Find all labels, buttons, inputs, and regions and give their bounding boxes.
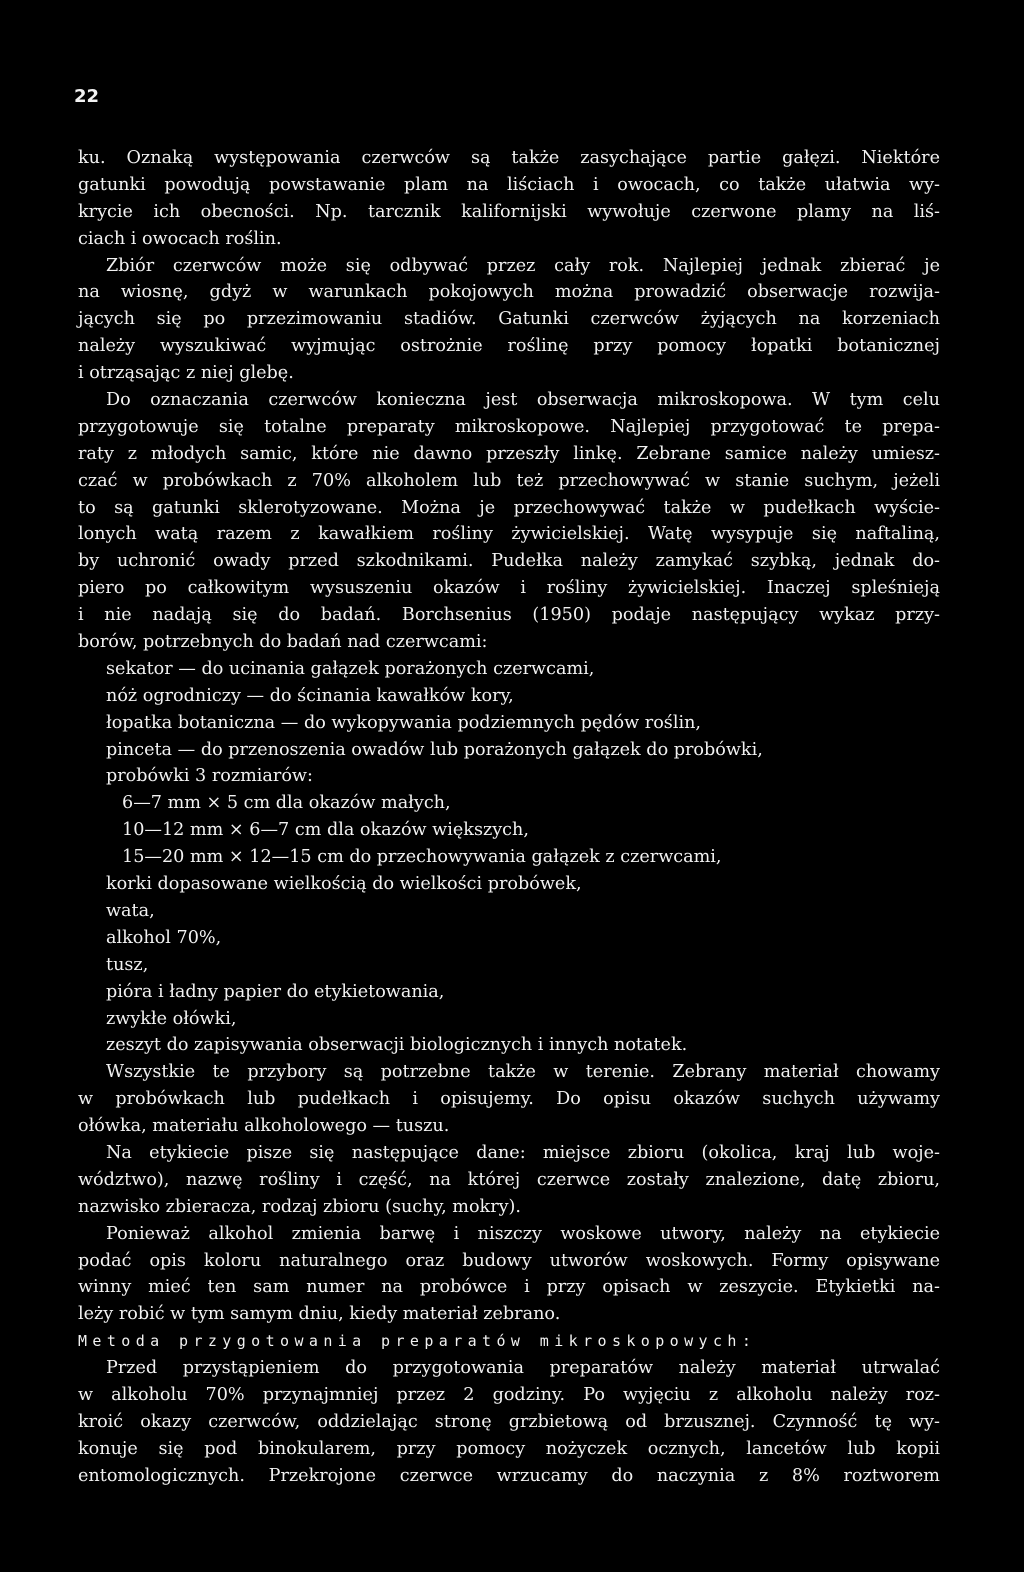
text-line: leży robić w tym samym dniu, kiedy materiał zebrano. bbox=[78, 1304, 561, 1325]
text-line: krycie ich obecności. Np. tarcznik kalifornijski wywołuje czerwone plamy na liś- bbox=[78, 201, 940, 222]
text-line: nóż ogrodniczy — do ścinania kawałków kory, bbox=[106, 685, 514, 706]
text-line: Ponieważ alkohol zmienia barwę i niszczy woskowe utwory, należy na etykiecie bbox=[106, 1223, 940, 1244]
text-line: korki dopasowane wielkością do wielkości probówek, bbox=[106, 874, 582, 895]
text-line: Na etykiecie pisze się następujące dane: miejsce zbioru (okolica, kraj lub woje- bbox=[106, 1142, 940, 1163]
text-line: borów, potrzebnych do badań nad czerwcami: bbox=[78, 632, 488, 653]
text-line: by uchronić owady przed szkodnikami. Pudełka należy zamykać szybką, jednak do- bbox=[78, 551, 940, 572]
text-line: sekator — do ucinania gałązek porażonych czerwcami, bbox=[106, 658, 595, 679]
body-text bbox=[78, 145, 940, 1490]
text-line: ciach i owocach roślin. bbox=[78, 228, 282, 249]
text-line: Wszystkie te przybory są potrzebne także w terenie. Zebrany materiał chowamy bbox=[106, 1062, 940, 1083]
text-line: jących się po przezimowaniu stadiów. Gatunki czerwców żyjących na korzeniach bbox=[78, 309, 940, 330]
text-line: 6—7 mm × 5 cm dla okazów małych, bbox=[122, 793, 451, 814]
text-line: tusz, bbox=[106, 954, 149, 975]
text-line: i otrząsając z niej glebę. bbox=[78, 363, 294, 384]
text-line: nazwisko zbieracza, rodzaj zbioru (suchy, mokry). bbox=[78, 1196, 522, 1217]
text-line: gatunki powodują powstawanie plam na liściach i owocach, co także ułatwia wy- bbox=[78, 174, 940, 195]
text-line: zeszyt do zapisywania obserwacji biologicznych i innych notatek. bbox=[106, 1035, 688, 1056]
text-line: ku. Oznaką występowania czerwców są także zasychające partie gałęzi. Niektóre bbox=[78, 148, 940, 168]
text-line: zwykłe ołówki, bbox=[106, 1008, 237, 1029]
text-line: łopatka botaniczna — do wykopywania podziemnych pędów roślin, bbox=[106, 712, 701, 733]
text-line: pióra i ładny papier do etykietowania, bbox=[106, 981, 445, 1002]
text-line: winny mieć ten sam numer na probówce i przy opisach w zeszycie. Etykietki na- bbox=[78, 1277, 940, 1298]
text-line: czać w probówkach z 70% alkoholem lub też przechowywać w stanie suchym, jeżeli bbox=[78, 470, 940, 491]
text-line: probówki 3 rozmiarów: bbox=[106, 766, 313, 787]
text-line: 15—20 mm × 12—15 cm do przechowywania gałązek z czerwcami, bbox=[122, 847, 722, 868]
text-line: wata, bbox=[106, 900, 155, 921]
text-line: raty z młodych samic, które nie dawno przeszły linkę. Zebrane samice należy umiesz- bbox=[78, 443, 940, 464]
text-line: w probówkach lub pudełkach i opisujemy. Do opisu okazów suchych używamy bbox=[78, 1089, 940, 1110]
text-line: konuje się pod binokularem, przy pomocy nożyczek ocznych, lancetów lub kopii bbox=[78, 1438, 940, 1459]
text-line: ołówka, materiału alkoholowego — tuszu. bbox=[78, 1116, 450, 1137]
section-heading: Metoda przygotowania preparatów mikroskopowych: bbox=[78, 1332, 757, 1351]
text-line: Zbiór czerwców może się odbywać przez cały rok. Najlepiej jednak zbierać je bbox=[106, 255, 940, 276]
text-line: 10—12 mm × 6—7 cm dla okazów większych, bbox=[122, 820, 529, 841]
text-line: alkohol 70%, bbox=[106, 927, 222, 948]
text-line: Przed przystąpieniem do przygotowania preparatów należy materiał utrwalać bbox=[106, 1358, 940, 1379]
text-line: przygotowuje się totalne preparaty mikroskopowe. Najlepiej przygotować te prepa- bbox=[78, 416, 940, 437]
text-line: kroić okazy czerwców, oddzielając stronę grzbietową od brzusznej. Czynność tę wy- bbox=[78, 1411, 940, 1432]
page-number: 22 bbox=[74, 86, 100, 107]
text-line: to są gatunki sklerotyzowane. Można je przechowywać także w pudełkach wyście- bbox=[78, 497, 940, 518]
text-line: pinceta — do przenoszenia owadów lub porażonych gałązek do probówki, bbox=[106, 739, 763, 760]
text-line: należy wyszukiwać wyjmując ostrożnie roślinę przy pomocy łopatki botanicznej bbox=[78, 336, 940, 357]
text-line: podać opis koloru naturalnego oraz budowy utworów woskowych. Formy opisywane bbox=[78, 1250, 940, 1271]
text-line: Do oznaczania czerwców konieczna jest obserwacja mikroskopowa. W tym celu bbox=[106, 390, 940, 411]
text-line: entomologicznych. Przekrojone czerwce wrzucamy do naczynia z 8% roztworem bbox=[78, 1465, 940, 1486]
text-line: lonych watą razem z kawałkiem rośliny żywicielskiej. Watę wysypuje się naftaliną, bbox=[78, 524, 940, 545]
text-line: w alkoholu 70% przynajmniej przez 2 godziny. Po wyjęciu z alkoholu należy roz- bbox=[78, 1384, 940, 1405]
text-line: na wiosnę, gdyż w warunkach pokojowych można prowadzić obserwacje rozwija- bbox=[78, 282, 940, 303]
text-line: i nie nadają się do badań. Borchsenius (1950) podaje następujący wykaz przy- bbox=[78, 605, 940, 626]
text-line: piero po całkowitym wysuszeniu okazów i rośliny żywicielskiej. Inaczej spleśnieją bbox=[78, 578, 940, 599]
text-line: wództwo), nazwę rośliny i część, na której czerwce zostały znalezione, datę zbioru, bbox=[78, 1169, 940, 1190]
